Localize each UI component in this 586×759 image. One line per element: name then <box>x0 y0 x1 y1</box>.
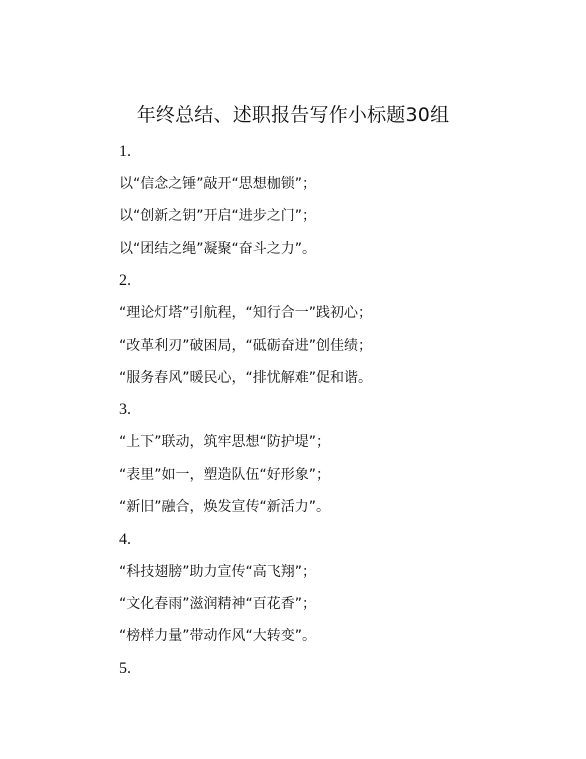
document-body <box>119 140 559 689</box>
section-number: 3. <box>119 401 131 419</box>
section-line: “新旧”融合，焕发宣传“新活力”。 <box>119 499 331 516</box>
section-number: 1. <box>119 143 131 160</box>
section-5 <box>119 657 559 689</box>
section-line: 以“创新之钥”开启“进步之门”； <box>119 208 317 225</box>
section-4 <box>119 528 559 657</box>
section-line: “服务春风”暖民心，“排忧解难”促和谐。 <box>119 369 373 386</box>
section-2 <box>119 269 559 398</box>
section-3 <box>119 398 559 527</box>
section-line: “文化春雨”滋润精神“百花香”； <box>119 595 317 612</box>
section-1 <box>119 140 559 269</box>
section-number: 4. <box>119 530 131 548</box>
section-line: “理论灯塔”引航程，“知行合一”践初心； <box>119 305 373 322</box>
page-title: 年终总结、述职报告写作小标题30组 <box>136 104 450 126</box>
section-line: 以“信念之锤”敲开“思想枷锁”； <box>119 176 317 192</box>
section-number: 2. <box>119 272 131 290</box>
section-line: 以“团结之绳”凝聚“奋斗之力”。 <box>119 240 317 257</box>
section-line: “榜样力量”带动作风“大转变”。 <box>119 628 317 645</box>
section-line: “表里”如一，塑造队伍“好形象”； <box>119 466 331 483</box>
section-number: 5. <box>119 659 131 677</box>
section-line: “上下”联动，筑牢思想“防护堤”； <box>119 434 331 451</box>
section-line: “改革利刃”破困局，“砥砺奋进”创佳绩； <box>119 337 373 354</box>
section-line: “科技翅膀”助力宣传“高飞翔”； <box>119 563 317 580</box>
